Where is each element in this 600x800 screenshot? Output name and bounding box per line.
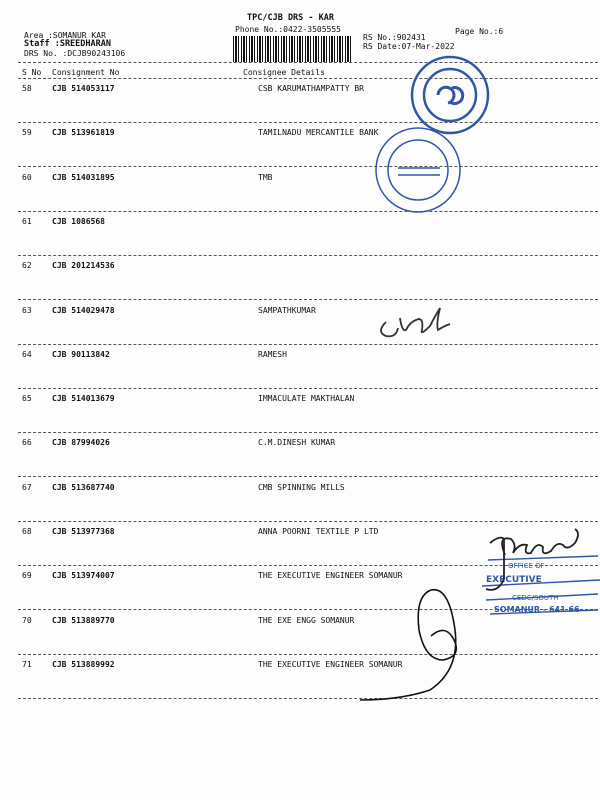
sheet-title: TPC/CJB DRS - KAR — [247, 13, 334, 23]
row-sno: 59 — [22, 128, 32, 137]
row-consignee: CMB SPINNING MILLS — [258, 483, 345, 492]
row-consignee: CSB KARUMATHAMPATTY BR — [258, 84, 364, 93]
row-divider — [18, 698, 598, 699]
row-consignment: CJB 87994026 — [52, 438, 110, 447]
row-sno: 62 — [22, 261, 32, 270]
row-divider — [18, 344, 598, 345]
row-divider — [18, 166, 598, 167]
row-sno: 70 — [22, 616, 32, 625]
row-divider — [18, 122, 598, 123]
row-divider — [18, 654, 598, 655]
row-consignee: ANNA POORNI TEXTILE P LTD — [258, 527, 379, 536]
barcode — [233, 36, 351, 62]
row-consignment: CJB 513889992 — [52, 660, 115, 669]
row-sno: 61 — [22, 217, 32, 226]
row-sno: 67 — [22, 483, 32, 492]
svg-text:OFFICE OF: OFFICE OF — [508, 562, 545, 570]
row-consignment: CJB 201214536 — [52, 261, 115, 270]
row-divider — [18, 565, 598, 566]
row-divider — [18, 255, 598, 256]
row-sno: 64 — [22, 350, 32, 359]
row-consignment: CJB 514031895 — [52, 173, 115, 182]
col-sno: S No — [22, 68, 42, 77]
row-consignment: CJB 514029478 — [52, 306, 115, 315]
row-divider — [18, 388, 598, 389]
area-field: Area :SOMANUR KAR — [24, 31, 106, 40]
row-sno: 68 — [22, 527, 32, 536]
row-consignee: THE EXE ENGG SOMANUR — [258, 616, 355, 625]
phone-number: Phone No.:0422-3505555 — [235, 25, 341, 34]
row-consignment: CJB 514013679 — [52, 394, 115, 403]
svg-text:EXECUTIVE: EXECUTIVE — [486, 575, 542, 585]
row-divider — [18, 521, 598, 522]
row-sno: 58 — [22, 84, 32, 93]
row-divider — [18, 211, 598, 212]
drs-number: DRS No. :DCJB90243106 — [24, 49, 126, 58]
row-sno: 69 — [22, 571, 32, 580]
row-divider — [18, 299, 598, 300]
row-consignment: CJB 513974007 — [52, 571, 115, 580]
row-consignment: CJB 514053117 — [52, 84, 115, 93]
row-consignment: CJB 513889770 — [52, 616, 115, 625]
row-consignee: IMMACULATE MAKTHALAN — [258, 394, 355, 403]
svg-text:SOMANUR - 641 66: SOMANUR - 641 66 — [494, 605, 580, 614]
row-consignee: THE EXECUTIVE ENGINEER SOMANUR — [258, 571, 403, 580]
row-consignee: C.M.DINESH KUMAR — [258, 438, 336, 447]
divider — [18, 62, 598, 63]
row-consignee: SAMPATHKUMAR — [258, 306, 316, 315]
row-sno: 60 — [22, 173, 32, 182]
row-consignee: TAMILNADU MERCANTILE BANK — [258, 128, 379, 137]
page-number: Page No.:6 — [455, 27, 504, 36]
col-consignee: Consignee Details — [243, 68, 325, 77]
col-consignment: Consignment No — [52, 68, 120, 77]
row-consignment: CJB 513977368 — [52, 527, 115, 536]
svg-text:CEDC/SOUTH: CEDC/SOUTH — [512, 594, 559, 602]
row-divider — [18, 609, 598, 610]
staff-field: Staff :SREEDHARAN — [24, 39, 111, 49]
row-consignment: CJB 513687740 — [52, 483, 115, 492]
row-divider — [18, 432, 598, 433]
row-consignment: CJB 1086568 — [52, 217, 105, 226]
row-sno: 65 — [22, 394, 32, 403]
row-consignee: THE EXECUTIVE ENGINEER SOMANUR — [258, 660, 403, 669]
rs-number: RS No.:902431 — [363, 33, 426, 42]
row-consignee: RAMESH — [258, 350, 287, 359]
divider — [18, 78, 598, 79]
row-consignment: CJB 513961819 — [52, 128, 115, 137]
row-sno: 66 — [22, 438, 32, 447]
row-sno: 71 — [22, 660, 32, 669]
row-divider — [18, 476, 598, 477]
row-sno: 63 — [22, 306, 32, 315]
rs-date: RS Date:07-Mar-2022 — [363, 42, 455, 51]
row-consignee: TMB — [258, 173, 273, 182]
row-consignment: CJB 90113842 — [52, 350, 110, 359]
